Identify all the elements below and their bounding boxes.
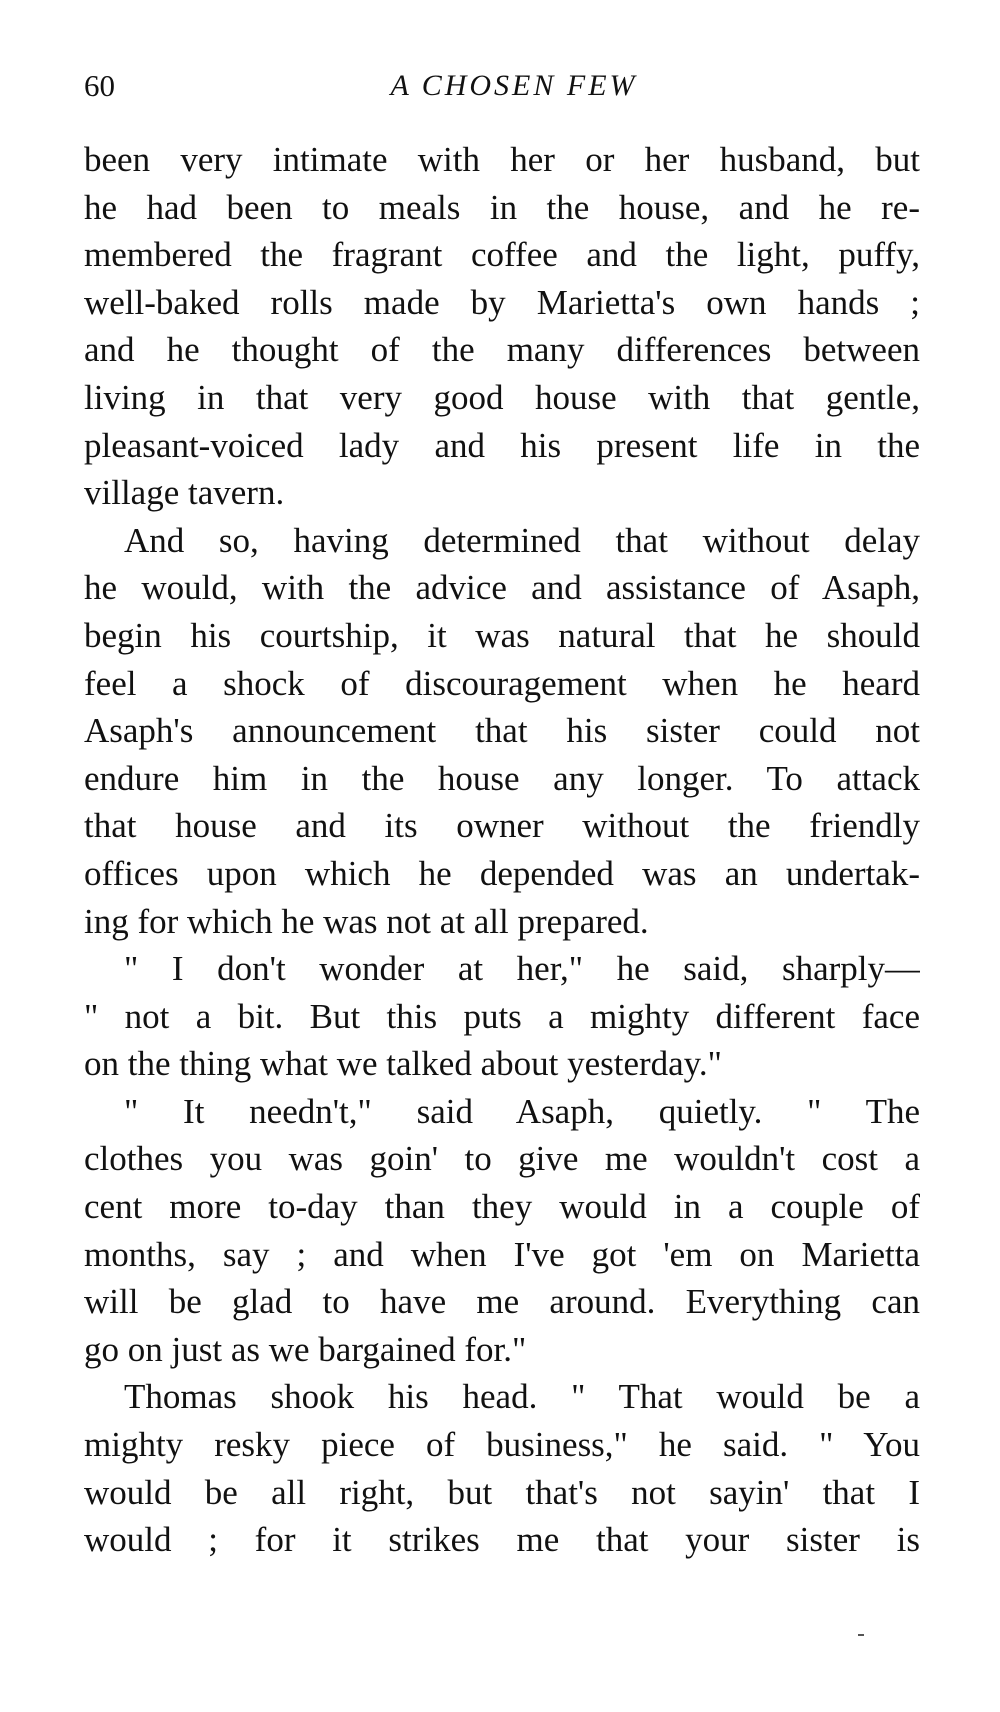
text-line: " It needn't," said Asaph, quietly. " The: [124, 1091, 920, 1131]
text-line: living in that very good house with that gentle,: [84, 377, 920, 417]
text-line: Thomas shook his head. " That would be a: [124, 1377, 920, 1417]
text-line: membered the fragrant coffee and the light, puffy,: [84, 235, 920, 275]
text-line: well-baked rolls made by Marietta's own hands ;: [84, 282, 920, 322]
page-number: 60: [84, 68, 115, 103]
text-line: begin his courtship, it was natural that he should: [84, 615, 920, 655]
text-line: and he thought of the many differences between: [84, 330, 920, 370]
text-line: ing for which he was not at all prepared.: [84, 901, 649, 941]
text-line: he had been to meals in the house, and he re-: [84, 187, 920, 227]
text-line: that house and its owner without the friendly: [84, 806, 920, 846]
running-title: A CHOSEN FEW: [390, 69, 638, 102]
text-line: months, say ; and when I've got 'em on Marietta: [84, 1234, 920, 1274]
text-line: been very intimate with her or her husband, but: [84, 140, 920, 179]
print-mark: [858, 1634, 864, 1636]
text-line: mighty resky piece of business," he said. " You: [84, 1425, 920, 1465]
text-line: pleasant-voiced lady and his present life in the: [84, 425, 920, 465]
text-line: will be glad to have me around. Everything can: [84, 1282, 920, 1322]
text-line: Asaph's announcement that his sister could not: [84, 711, 920, 751]
page-header: [84, 64, 920, 108]
body-text: [84, 136, 920, 1564]
text-line: cent more to-day than they would in a couple of: [84, 1187, 920, 1227]
text-line: " not a bit. But this puts a mighty different face: [84, 996, 920, 1036]
text-line: clothes you was goin' to give me wouldn't cost a: [84, 1139, 920, 1179]
text-line: " I don't wonder at her," he said, sharply—: [124, 949, 920, 989]
text-line: would ; for it strikes me that your sister is: [84, 1520, 920, 1560]
text-line: on the thing what we talked about yesterday.": [84, 1044, 722, 1084]
text-line: offices upon which he depended was an undertak-: [84, 853, 920, 893]
text-line: village tavern.: [84, 473, 285, 513]
text-line: go on just as we bargained for.": [84, 1329, 527, 1369]
text-line: And so, having determined that without delay: [124, 520, 920, 560]
text-line: would be all right, but that's not sayin' that I: [84, 1472, 920, 1512]
text-line: he would, with the advice and assistance of Asaph,: [84, 568, 920, 608]
text-line: endure him in the house any longer. To attack: [84, 758, 920, 798]
text-line: feel a shock of discouragement when he heard: [84, 663, 920, 703]
